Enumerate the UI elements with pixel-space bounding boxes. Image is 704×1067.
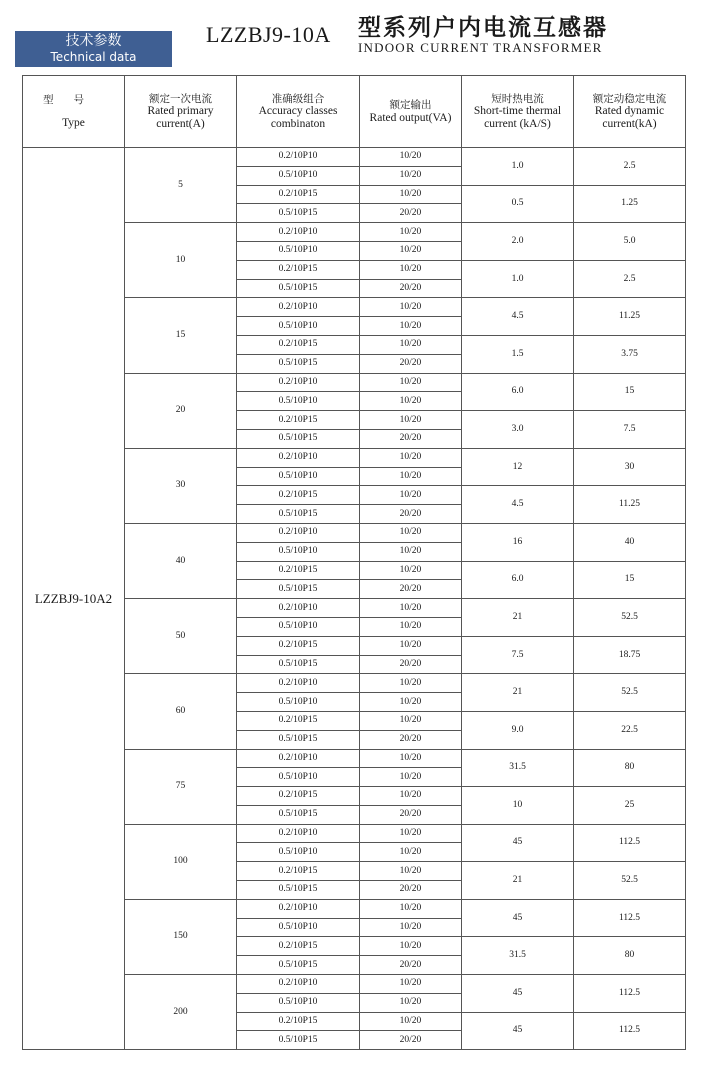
accuracy-cell: 0.2/10P15 bbox=[237, 561, 360, 580]
accuracy-cell: 0.5/10P10 bbox=[237, 241, 360, 260]
spec-table bbox=[22, 75, 686, 1050]
accuracy-cell: 0.2/10P10 bbox=[237, 975, 360, 994]
dynamic-current-cell: 5.0 bbox=[574, 223, 686, 261]
technical-data-badge bbox=[15, 31, 172, 67]
dynamic-current-cell: 15 bbox=[574, 373, 686, 411]
accuracy-cell: 0.5/10P10 bbox=[237, 542, 360, 561]
output-cell: 10/20 bbox=[360, 674, 462, 693]
accuracy-cell: 0.5/10P15 bbox=[237, 805, 360, 824]
output-cell: 10/20 bbox=[360, 843, 462, 862]
accuracy-cell: 0.5/10P10 bbox=[237, 693, 360, 712]
output-cell: 10/20 bbox=[360, 166, 462, 185]
output-cell: 10/20 bbox=[360, 918, 462, 937]
dynamic-current-cell: 3.75 bbox=[574, 335, 686, 373]
output-cell: 10/20 bbox=[360, 749, 462, 768]
output-cell: 20/20 bbox=[360, 956, 462, 975]
table-header-row bbox=[23, 76, 686, 148]
accuracy-cell: 0.2/10P15 bbox=[237, 411, 360, 430]
rated-current-cell: 5 bbox=[125, 148, 237, 223]
thermal-current-cell: 1.0 bbox=[462, 260, 574, 298]
output-cell: 10/20 bbox=[360, 599, 462, 618]
accuracy-cell: 0.2/10P15 bbox=[237, 937, 360, 956]
accuracy-cell: 0.2/10P10 bbox=[237, 298, 360, 317]
accuracy-cell: 0.2/10P15 bbox=[237, 862, 360, 881]
thermal-current-cell: 21 bbox=[462, 674, 574, 712]
thermal-current-cell: 45 bbox=[462, 975, 574, 1013]
thermal-current-cell: 6.0 bbox=[462, 373, 574, 411]
output-cell: 20/20 bbox=[360, 429, 462, 448]
accuracy-cell: 0.5/10P10 bbox=[237, 768, 360, 787]
rated-current-cell: 50 bbox=[125, 599, 237, 674]
accuracy-cell: 0.2/10P15 bbox=[237, 636, 360, 655]
output-cell: 10/20 bbox=[360, 298, 462, 317]
accuracy-cell: 0.5/10P15 bbox=[237, 279, 360, 298]
accuracy-cell: 0.5/10P10 bbox=[237, 993, 360, 1012]
thermal-current-cell: 1.0 bbox=[462, 148, 574, 186]
thermal-current-cell: 6.0 bbox=[462, 561, 574, 599]
table-row bbox=[23, 148, 686, 167]
output-cell: 10/20 bbox=[360, 975, 462, 994]
output-cell: 20/20 bbox=[360, 354, 462, 373]
dynamic-current-cell: 25 bbox=[574, 787, 686, 825]
output-cell: 10/20 bbox=[360, 787, 462, 806]
dynamic-current-cell: 2.5 bbox=[574, 260, 686, 298]
output-cell: 10/20 bbox=[360, 317, 462, 336]
output-cell: 10/20 bbox=[360, 185, 462, 204]
dynamic-current-cell: 15 bbox=[574, 561, 686, 599]
dynamic-current-cell: 112.5 bbox=[574, 824, 686, 862]
output-cell: 10/20 bbox=[360, 241, 462, 260]
output-cell: 10/20 bbox=[360, 937, 462, 956]
output-cell: 10/20 bbox=[360, 561, 462, 580]
accuracy-cell: 0.5/10P15 bbox=[237, 204, 360, 223]
accuracy-cell: 0.5/10P15 bbox=[237, 354, 360, 373]
rated-current-cell: 150 bbox=[125, 899, 237, 974]
output-cell: 10/20 bbox=[360, 260, 462, 279]
output-cell: 10/20 bbox=[360, 486, 462, 505]
output-cell: 10/20 bbox=[360, 467, 462, 486]
accuracy-cell: 0.2/10P10 bbox=[237, 899, 360, 918]
dynamic-current-cell: 11.25 bbox=[574, 298, 686, 336]
thermal-current-cell: 3.0 bbox=[462, 411, 574, 449]
output-cell: 10/20 bbox=[360, 993, 462, 1012]
output-cell: 20/20 bbox=[360, 204, 462, 223]
type-cell: LZZBJ9-10A2 bbox=[23, 148, 125, 1050]
accuracy-cell: 0.5/10P15 bbox=[237, 580, 360, 599]
accuracy-cell: 0.2/10P10 bbox=[237, 448, 360, 467]
dynamic-current-cell: 11.25 bbox=[574, 486, 686, 524]
output-cell: 10/20 bbox=[360, 899, 462, 918]
accuracy-cell: 0.5/10P15 bbox=[237, 429, 360, 448]
page-title-en: INDOOR CURRENT TRANSFORMER bbox=[358, 40, 603, 55]
dynamic-current-cell: 22.5 bbox=[574, 711, 686, 749]
accuracy-cell: 0.2/10P15 bbox=[237, 185, 360, 204]
accuracy-cell: 0.2/10P15 bbox=[237, 787, 360, 806]
dynamic-current-cell: 112.5 bbox=[574, 1012, 686, 1050]
dynamic-current-cell: 2.5 bbox=[574, 148, 686, 186]
accuracy-cell: 0.2/10P15 bbox=[237, 335, 360, 354]
rated-current-cell: 30 bbox=[125, 448, 237, 523]
accuracy-cell: 0.2/10P10 bbox=[237, 824, 360, 843]
accuracy-cell: 0.5/10P15 bbox=[237, 655, 360, 674]
accuracy-cell: 0.5/10P10 bbox=[237, 918, 360, 937]
accuracy-cell: 0.5/10P10 bbox=[237, 166, 360, 185]
output-cell: 10/20 bbox=[360, 335, 462, 354]
thermal-current-cell: 45 bbox=[462, 1012, 574, 1050]
thermal-current-cell: 10 bbox=[462, 787, 574, 825]
accuracy-cell: 0.2/10P10 bbox=[237, 373, 360, 392]
accuracy-cell: 0.2/10P10 bbox=[237, 674, 360, 693]
thermal-current-cell: 12 bbox=[462, 448, 574, 486]
accuracy-cell: 0.2/10P10 bbox=[237, 599, 360, 618]
output-cell: 10/20 bbox=[360, 693, 462, 712]
rated-current-cell: 75 bbox=[125, 749, 237, 824]
dynamic-current-cell: 7.5 bbox=[574, 411, 686, 449]
rated-current-cell: 60 bbox=[125, 674, 237, 749]
output-cell: 10/20 bbox=[360, 617, 462, 636]
dynamic-current-cell: 40 bbox=[574, 523, 686, 561]
page-title-cn: 型系列户内电流互感器 bbox=[358, 15, 608, 41]
accuracy-cell: 0.2/10P15 bbox=[237, 260, 360, 279]
accuracy-cell: 0.5/10P10 bbox=[237, 392, 360, 411]
accuracy-cell: 0.5/10P10 bbox=[237, 467, 360, 486]
output-cell: 10/20 bbox=[360, 862, 462, 881]
dynamic-current-cell: 30 bbox=[574, 448, 686, 486]
accuracy-cell: 0.2/10P15 bbox=[237, 1012, 360, 1031]
accuracy-cell: 0.2/10P10 bbox=[237, 148, 360, 167]
thermal-current-cell: 2.0 bbox=[462, 223, 574, 261]
thermal-current-cell: 4.5 bbox=[462, 298, 574, 336]
rated-current-cell: 40 bbox=[125, 523, 237, 598]
output-cell: 10/20 bbox=[360, 148, 462, 167]
header-dynamic-current: 额定动稳定电流 Rated dynamic current(kA) bbox=[574, 76, 686, 148]
output-cell: 20/20 bbox=[360, 730, 462, 749]
output-cell: 10/20 bbox=[360, 542, 462, 561]
rated-current-cell: 20 bbox=[125, 373, 237, 448]
thermal-current-cell: 45 bbox=[462, 899, 574, 937]
dynamic-current-cell: 52.5 bbox=[574, 599, 686, 637]
accuracy-cell: 0.2/10P15 bbox=[237, 486, 360, 505]
thermal-current-cell: 31.5 bbox=[462, 749, 574, 787]
dynamic-current-cell: 52.5 bbox=[574, 674, 686, 712]
model-title: LZZBJ9-10A bbox=[206, 22, 331, 47]
accuracy-cell: 0.2/10P10 bbox=[237, 223, 360, 242]
accuracy-cell: 0.5/10P10 bbox=[237, 317, 360, 336]
accuracy-cell: 0.5/10P10 bbox=[237, 617, 360, 636]
dynamic-current-cell: 80 bbox=[574, 937, 686, 975]
output-cell: 20/20 bbox=[360, 881, 462, 900]
accuracy-cell: 0.5/10P15 bbox=[237, 730, 360, 749]
thermal-current-cell: 9.0 bbox=[462, 711, 574, 749]
accuracy-cell: 0.5/10P15 bbox=[237, 505, 360, 524]
output-cell: 10/20 bbox=[360, 373, 462, 392]
thermal-current-cell: 21 bbox=[462, 862, 574, 900]
output-cell: 20/20 bbox=[360, 505, 462, 524]
accuracy-cell: 0.5/10P15 bbox=[237, 1031, 360, 1050]
output-cell: 10/20 bbox=[360, 523, 462, 542]
thermal-current-cell: 1.5 bbox=[462, 335, 574, 373]
output-cell: 20/20 bbox=[360, 580, 462, 599]
accuracy-cell: 0.5/10P10 bbox=[237, 843, 360, 862]
accuracy-cell: 0.5/10P15 bbox=[237, 956, 360, 975]
header-accuracy-classes: 准确级组合 Accuracy classes combinaton bbox=[237, 76, 360, 148]
header-type: 型号 Type bbox=[23, 76, 125, 148]
output-cell: 20/20 bbox=[360, 655, 462, 674]
dynamic-current-cell: 1.25 bbox=[574, 185, 686, 223]
output-cell: 10/20 bbox=[360, 824, 462, 843]
thermal-current-cell: 0.5 bbox=[462, 185, 574, 223]
accuracy-cell: 0.2/10P10 bbox=[237, 523, 360, 542]
output-cell: 20/20 bbox=[360, 279, 462, 298]
dynamic-current-cell: 112.5 bbox=[574, 899, 686, 937]
dynamic-current-cell: 112.5 bbox=[574, 975, 686, 1013]
rated-current-cell: 10 bbox=[125, 223, 237, 298]
rated-current-cell: 200 bbox=[125, 975, 237, 1050]
output-cell: 10/20 bbox=[360, 411, 462, 430]
rated-current-cell: 15 bbox=[125, 298, 237, 373]
header-thermal-current: 短时热电流 Short-time thermal current (kA/S) bbox=[462, 76, 574, 148]
dynamic-current-cell: 52.5 bbox=[574, 862, 686, 900]
output-cell: 20/20 bbox=[360, 805, 462, 824]
header-rated-output: 额定输出 Rated output(VA) bbox=[360, 76, 462, 148]
thermal-current-cell: 31.5 bbox=[462, 937, 574, 975]
accuracy-cell: 0.2/10P10 bbox=[237, 749, 360, 768]
thermal-current-cell: 4.5 bbox=[462, 486, 574, 524]
output-cell: 10/20 bbox=[360, 223, 462, 242]
output-cell: 10/20 bbox=[360, 392, 462, 411]
badge-label-en: Technical data bbox=[50, 50, 137, 64]
output-cell: 10/20 bbox=[360, 448, 462, 467]
accuracy-cell: 0.5/10P15 bbox=[237, 881, 360, 900]
badge-label-cn: 技术参数 bbox=[65, 33, 122, 49]
dynamic-current-cell: 80 bbox=[574, 749, 686, 787]
thermal-current-cell: 7.5 bbox=[462, 636, 574, 674]
dynamic-current-cell: 18.75 bbox=[574, 636, 686, 674]
output-cell: 20/20 bbox=[360, 1031, 462, 1050]
output-cell: 10/20 bbox=[360, 1012, 462, 1031]
rated-current-cell: 100 bbox=[125, 824, 237, 899]
thermal-current-cell: 45 bbox=[462, 824, 574, 862]
header-rated-primary-current: 额定一次电流 Rated primary current(A) bbox=[125, 76, 237, 148]
thermal-current-cell: 21 bbox=[462, 599, 574, 637]
output-cell: 10/20 bbox=[360, 768, 462, 787]
accuracy-cell: 0.2/10P15 bbox=[237, 711, 360, 730]
output-cell: 10/20 bbox=[360, 711, 462, 730]
output-cell: 10/20 bbox=[360, 636, 462, 655]
thermal-current-cell: 16 bbox=[462, 523, 574, 561]
